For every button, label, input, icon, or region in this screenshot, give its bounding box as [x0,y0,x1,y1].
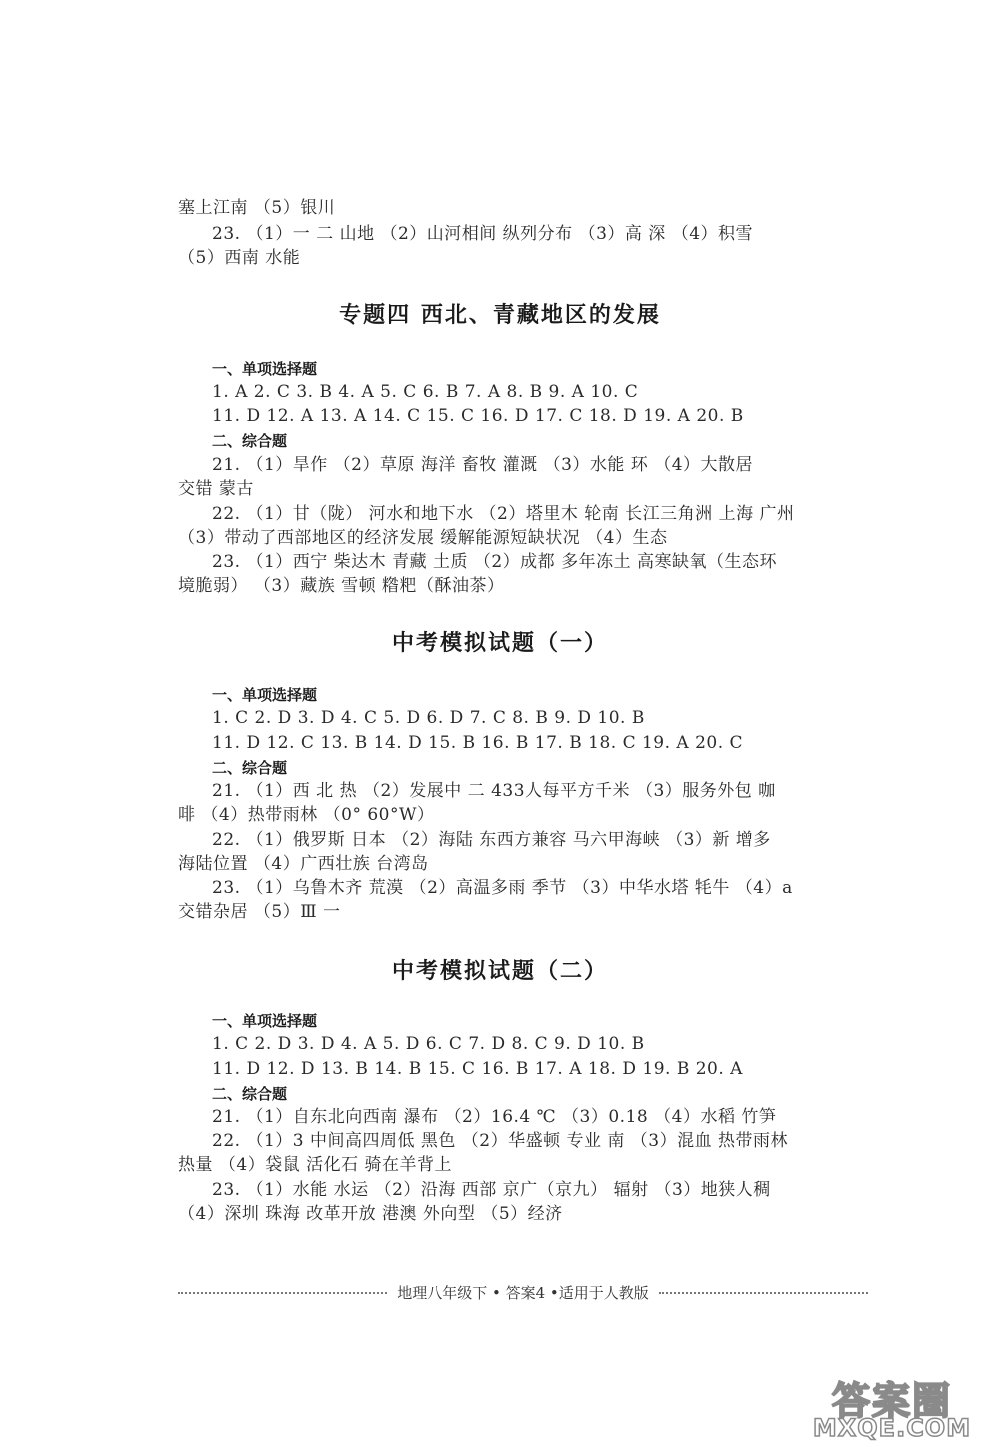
answer-line: 交错杂居 （5）Ⅲ 一 [178,902,341,922]
answer-line: 11. D 12. D 13. B 14. B 15. C 16. B 17. A 18. D 19. B 20. A [212,1059,743,1079]
section-subheading: 一、单项选择题 [212,1012,318,1030]
section-title: 中考模拟试题（二） [391,959,608,984]
answer-line: 21. （1）自东北向西南 瀑布 （2）16.4 ℃ （3）0.18 （4）水稻 竹笋 [212,1107,777,1127]
section-title: 专题四 西北、青藏地区的发展 [339,303,661,328]
answer-line: 22. （1）甘（陇） 河水和地下水 （2）塔里木 轮南 长江三角洲 上海 广州 [212,504,795,524]
watermark-logo [792,1370,992,1444]
watermark-url: MXQE.COM [812,1414,972,1442]
answer-line: 21. （1）西 北 热 （2）发展中 二 433人每平方千米 （3）服务外包 咖 [212,781,776,801]
section-subheading: 二、综合题 [212,1085,288,1103]
footer-dotted-rule [659,1292,868,1294]
answer-line: 1. A 2. C 3. B 4. A 5. C 6. B 7. A 8. B 9. A 10. C [212,382,639,402]
section-subheading: 二、综合题 [212,759,288,777]
text-line: 塞上江南 （5）银川 [178,198,336,218]
answer-line: 境脆弱） （3）藏族 雪顿 糌粑（酥油茶） [178,576,505,596]
answer-line: 海陆位置 （4）广西壮族 台湾岛 [178,854,429,874]
text-line: 23. （1）一 二 山地 （2）山河相间 纵列分布 （3）高 深 （4）积雪 [212,224,754,244]
answer-line: 22. （1）俄罗斯 日本 （2）海陆 东西方兼容 马六甲海峡 （3）新 增多 [212,830,771,850]
answer-line: 交错 蒙古 [178,479,254,499]
watermark-text: 答案圈 [831,1379,952,1423]
footer-text: 地理八年级下 • 答案4 •适用于人教版 [397,1284,649,1302]
answer-line: 11. D 12. A 13. A 14. C 15. C 16. D 17. C 18. D 19. A 20. B [212,406,744,426]
answer-line: 热量 （4）袋鼠 活化石 骑在羊背上 [178,1155,453,1175]
answer-line: 啡 （4）热带雨林 （0° 60°W） [178,805,435,825]
section-subheading: 一、单项选择题 [212,360,318,378]
answer-line: 23. （1）水能 水运 （2）沿海 西部 京广（京九） 辐射 （3）地狭人稠 [212,1180,771,1200]
answer-line: （3）带动了西部地区的经济发展 缓解能源短缺状况 （4）生态 [178,528,668,548]
answer-line: 22. （1）3 中间高四周低 黑色 （2）华盛顿 专业 南 （3）混血 热带雨林 [212,1131,789,1151]
answer-line: 11. D 12. C 13. B 14. D 15. B 16. B 17. B 18. C 19. A 20. C [212,733,744,753]
footer-dotted-rule [178,1292,387,1294]
section-title: 中考模拟试题（一） [391,631,608,656]
answer-line: 1. C 2. D 3. D 4. A 5. D 6. C 7. D 8. C 9. D 10. B [212,1034,645,1054]
section-subheading: 一、单项选择题 [212,686,318,704]
answer-line: 23. （1）西宁 柴达木 青藏 土质 （2）成都 多年冻土 高寒缺氧（生态环 [212,552,777,572]
text-line: （5）西南 水能 [178,248,301,268]
section-subheading: 二、综合题 [212,432,288,450]
answer-line: （4）深圳 珠海 改革开放 港澳 外向型 （5）经济 [178,1204,563,1224]
answer-line: 23. （1）乌鲁木齐 荒漠 （2）高温多雨 季节 （3）中华水塔 牦牛 （4）a [212,878,793,898]
page-footer [178,1282,868,1303]
answer-line: 1. C 2. D 3. D 4. C 5. D 6. D 7. C 8. B 9. D 10. B [212,708,645,728]
answer-line: 21. （1）旱作 （2）草原 海洋 畜牧 灌溉 （3）水能 环 （4）大散居 [212,455,754,475]
